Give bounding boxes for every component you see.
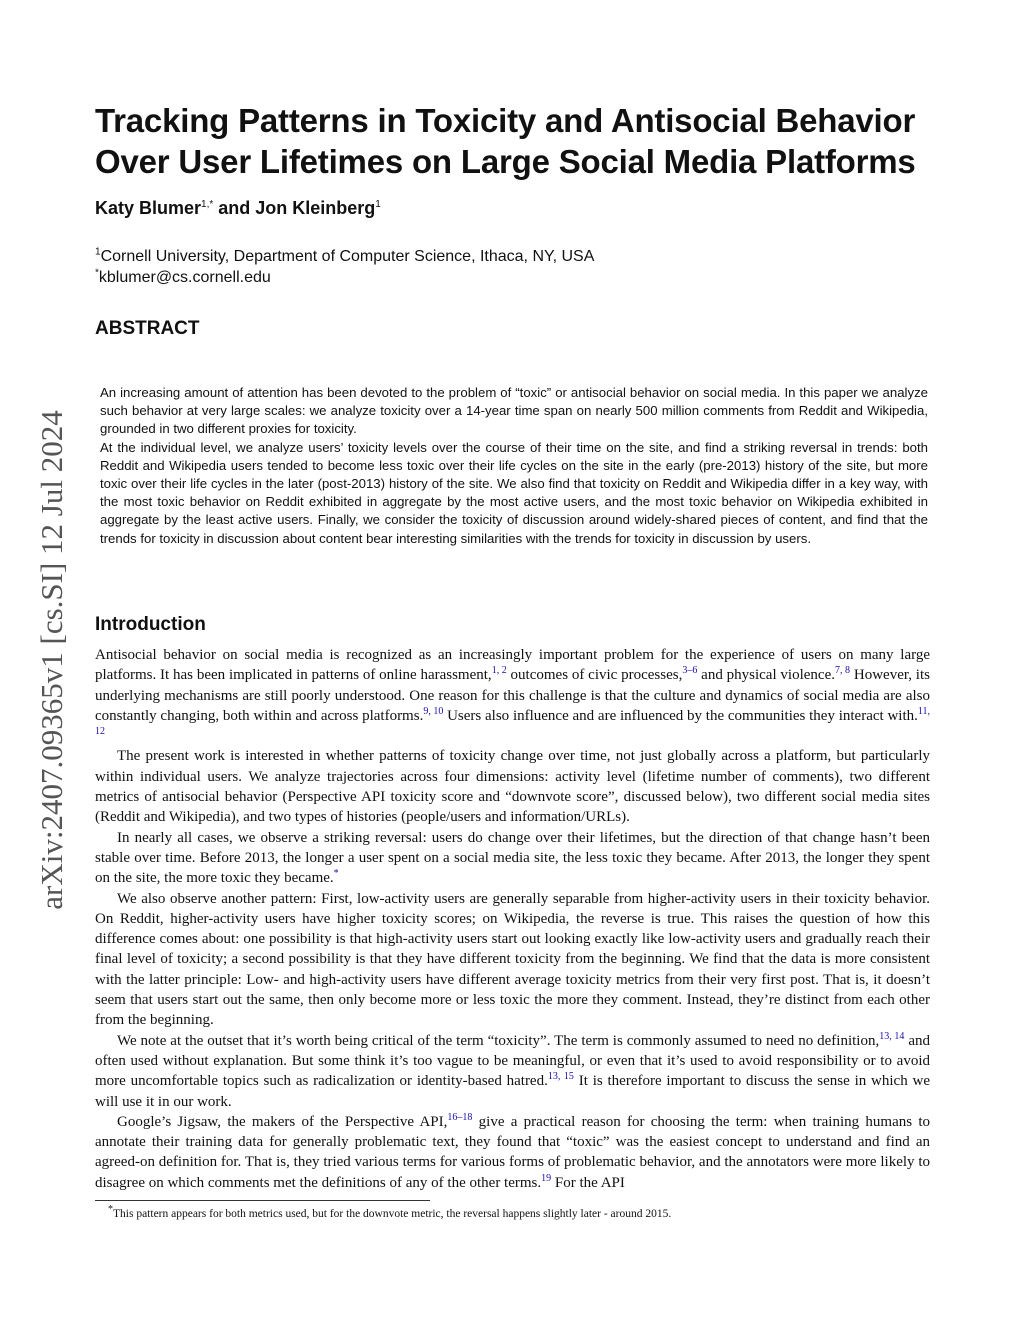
paragraph — [95, 1031, 930, 1112]
text-run: and often used without explanation. But some think it’s too vague to be meaningful, or even that it’s used to avoid responsibility or to avoid more uncomfortable topics such as radicalization or identity-based hatred. — [95, 1032, 931, 1090]
author-affiliation-mark: 1 — [375, 199, 381, 210]
paper-title — [95, 100, 955, 182]
contact-email — [95, 267, 594, 288]
text-run: give a practical reason for choosing the term: when training humans to annotate their training data for generally problematic text, they found that “toxic” was the easiest concept to understand and find an agreed-on definition for. That is, they tried various terms for various forms of problematic behavior, and the annotators were more likely to disagree on which comments met the definitions of any of the other terms. — [95, 1113, 930, 1191]
text-run: Users also influence and are influenced by the communities they interact with. — [443, 707, 918, 724]
text-run: In nearly all cases, we observe a striking reversal: users do change over their lifetimes, but the direction of that change hasn’t been stable over time. Before 2013, the longer a user spent on a social media site, the less toxic they became. After 2013, the longer they spent on the site, the more toxic they became. — [95, 829, 930, 887]
footnote-link[interactable]: * — [333, 868, 339, 880]
paragraph: We also observe another pattern: First, low-activity users are generally separable from higher-activity users in their toxicity behavior. On Reddit, higher-activity users have higher toxicity scores; on Wikipedia, the reverse is true. This raises the question of how this difference comes about: one possibility is that high-activity users start out looking exactly like low-activity users and gradually reach their final level of toxicity; a second possibility is that they have different toxicity from the beginning. We find that the data is more consistent with the latter principle: Low- and high-activity users have different average toxicity metrics from their very first post. That is, it doesn’t seem that users start out the same, then only become more or less toxic the more they comment. Instead, they’re distinct from each other from the beginning. — [95, 890, 930, 1029]
footnote — [108, 1204, 672, 1220]
paragraph: The present work is interested in whether patterns of toxicity change over time, not just globally across a platform, but particularly within individual users. We analyze trajectories across four dimensions: activity level (lifetime number of comments), two different metrics of antisocial behavior (Perspective API toxicity score and “downvote score”, discussed below), two different social media sites (Reddit and Wikipedia), and two types of histories (people/users and information/URLs). — [95, 748, 930, 826]
citation-link[interactable]: 13, 14 — [879, 1030, 905, 1042]
text-run: and physical violence. — [697, 667, 835, 684]
affiliation-mark: 1 — [95, 246, 101, 258]
author-affiliation-mark: 1,* — [201, 199, 214, 210]
citation-link[interactable]: 9, 10 — [423, 705, 444, 717]
abstract — [100, 384, 928, 548]
footnote-divider — [95, 1200, 430, 1201]
author-name: Katy Blumer — [95, 198, 202, 218]
arxiv-side-stamp: arXiv:2407.09365v1 [cs.SI] 12 Jul 2024 — [34, 410, 69, 910]
affiliation — [95, 246, 594, 267]
body-text — [95, 645, 930, 1193]
email-mark: * — [95, 267, 99, 279]
abstract-paragraph: At the individual level, we analyze users’ toxicity levels over the course of their time on the site, and find a striking reversal in trends: both Reddit and Wikipedia users tended to become less toxic over their life cycles on the site in the early (pre-2013) history of the site, but more toxic over their life cycles in the later (post-2013) history of the site. We also find that toxicity on Reddit and Wikipedia differ in a key way, with the most toxic behavior on Reddit exhibited in aggregate by the most active users, and the most toxic behavior on Wikipedia exhibited in aggregate by the least active users. Finally, we consider the toxicity of discussion around widely-shared pieces of content, and find that the trends for toxicity in discussion about content bear interesting similarities with the trends for toxicity in discussion by users. — [100, 439, 928, 546]
affiliation-block — [95, 246, 594, 288]
section-heading-introduction: Introduction — [95, 614, 206, 635]
text-run: However, its underlying mechanisms are still poorly understood. One reason for this challenge is that the culture and dynamics of social media are also constantly changing, both within and across platforms. — [95, 667, 930, 724]
citation-link[interactable]: 3–6 — [682, 665, 698, 677]
author-name: Jon Kleinberg — [255, 198, 376, 218]
abstract-heading: ABSTRACT — [95, 318, 200, 339]
text-run: We note at the outset that it’s worth being critical of the term “toxicity”. The term is commonly assumed to need no definition, — [117, 1032, 880, 1049]
footnote-text: This pattern appears for both metrics used, but for the downvote metric, the reversal happens slightly later - around 2015. — [113, 1208, 672, 1220]
author-list — [95, 198, 381, 219]
author-separator: and — [213, 198, 256, 218]
abstract-paragraph: An increasing amount of attention has been devoted to the problem of “toxic” or antisocial behavior on social media. In this paper we analyze such behavior at very large scales: we analyze toxicity over a 14-year time span on nearly 500 million comments from Reddit and Wikipedia, grounded in two different proxies for toxicity. — [100, 385, 928, 437]
text-run: outcomes of civic processes, — [506, 667, 683, 684]
citation-link[interactable]: 7, 8 — [835, 665, 851, 677]
citation-link[interactable]: 16–18 — [447, 1111, 473, 1123]
paragraph — [95, 645, 930, 746]
paragraph — [95, 1112, 930, 1193]
text-run: For the API — [551, 1174, 625, 1191]
title-line-2: Over User Lifetimes on Large Social Media Platforms — [95, 143, 916, 180]
title-line-1: Tracking Patterns in Toxicity and Antisocial Behavior — [95, 102, 916, 139]
text-run: Antisocial behavior on social media is recognized as an increasingly important problem for the experience of users on many large platforms. It has been implicated in patterns of online harassment, — [95, 647, 930, 684]
footnote-mark: * — [108, 1204, 113, 1216]
text-run: It is therefore important to discuss the sense in which we will use it in our work. — [95, 1073, 930, 1110]
affiliation-text: Cornell University, Department of Computer Science, Ithaca, NY, USA — [100, 248, 595, 265]
email-text: kblumer@cs.cornell.edu — [98, 269, 271, 286]
paragraph — [95, 828, 930, 889]
text-run: Google’s Jigsaw, the makers of the Perspective API, — [117, 1113, 448, 1130]
citation-link[interactable]: 1, 2 — [491, 665, 507, 677]
citation-link[interactable]: 19 — [541, 1172, 552, 1184]
citation-link[interactable]: 11, 12 — [95, 705, 930, 738]
citation-link[interactable]: 13, 15 — [547, 1071, 574, 1083]
